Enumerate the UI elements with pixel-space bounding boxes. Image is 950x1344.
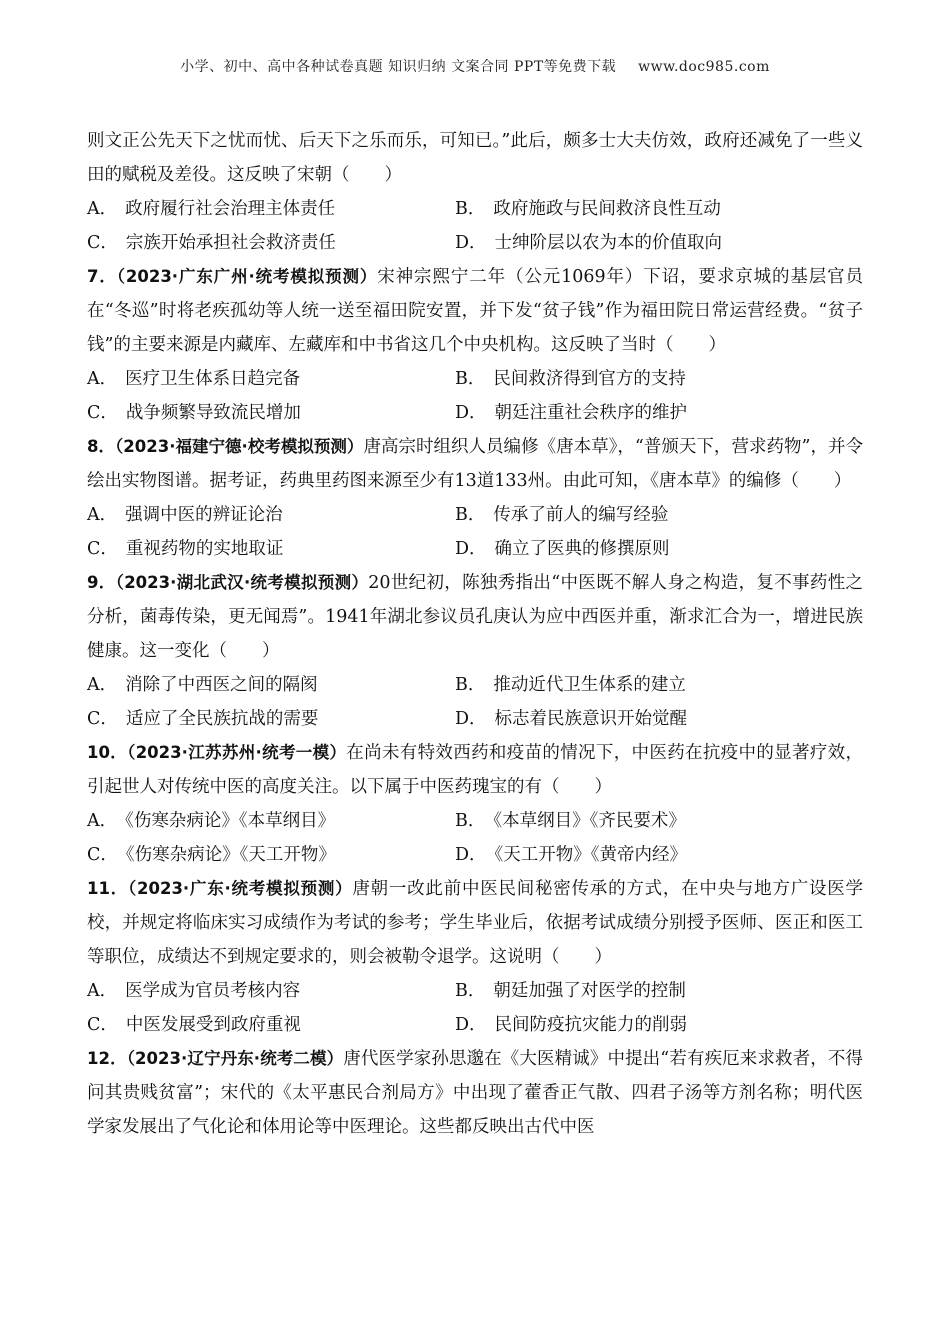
option-text: 中医发展受到政府重视: [125, 1015, 301, 1035]
option-letter: D．: [455, 403, 487, 423]
question-number: 8．: [87, 437, 116, 456]
options: [87, 362, 863, 430]
option-letter: C．: [87, 233, 118, 253]
question-block: [87, 736, 863, 872]
option-text: 《本草纲目》《齐民要术》: [493, 811, 686, 831]
option-letter: C．: [87, 539, 118, 559]
option-letter: C．: [87, 845, 118, 865]
question-heading: [87, 437, 363, 456]
option-letter: A．: [87, 811, 118, 831]
option-letter: D．: [455, 539, 487, 559]
option-text: 标志着民族意识开始觉醒: [494, 709, 688, 729]
option-letter: C．: [87, 403, 118, 423]
option-text: 《伤寒杂病论》《本草纲目》: [125, 811, 336, 831]
question-text: 在尚未有特效西药和疫苗的情况下，中医药在抗疫中的显著疗效，引起世人对传统中医的高度关注。以下属于中医药瑰宝的有（ ）: [87, 743, 863, 797]
option: [87, 226, 455, 260]
option: [455, 974, 823, 1008]
option: [87, 396, 455, 430]
question-stem: [87, 872, 863, 974]
option: [87, 498, 455, 532]
option-letter: A．: [87, 369, 118, 389]
option: [87, 668, 455, 702]
option: [87, 1008, 455, 1042]
question-stem: [87, 430, 863, 498]
option-text: 医疗卫生体系日趋完备: [125, 369, 301, 389]
question-source: （2023·广东·统考模拟预测）: [128, 879, 353, 898]
page-header: [0, 56, 950, 76]
option-letter: D．: [455, 1015, 487, 1035]
options: [87, 804, 863, 872]
question-list: [87, 260, 863, 1144]
option-letter: B．: [455, 199, 486, 219]
option: [455, 532, 823, 566]
question-stem: [87, 260, 863, 362]
option: [455, 804, 823, 838]
option-letter: B．: [455, 675, 486, 695]
option: [87, 532, 455, 566]
question-block: [87, 430, 863, 566]
question-heading: [87, 743, 346, 762]
option-text: 《伤寒杂病论》《天工开物》: [125, 845, 336, 865]
question-stem: [87, 566, 863, 668]
question-stem: [87, 1042, 863, 1144]
option-text: 政府施政与民间救济良性互动: [493, 199, 721, 219]
option-text: 宗族开始承担社会救济责任: [125, 233, 336, 253]
option: [455, 668, 823, 702]
question-heading: [87, 267, 377, 286]
continuation-text: 则文正公先天下之忧而忧、后天下之乐而乐，可知已。”此后，颇多士大夫仿效，政府还减免了一些义田的赋税及差役。这反映了宋朝（ ）: [87, 131, 863, 185]
option-text: 传承了前人的编写经验: [493, 505, 669, 525]
option-text: 消除了中西医之间的隔阂: [125, 675, 318, 695]
option: [87, 974, 455, 1008]
option-text: 朝廷注重社会秩序的维护: [494, 403, 688, 423]
option-letter: A．: [87, 675, 118, 695]
question-heading: [87, 879, 352, 898]
question-number: 11．: [87, 879, 128, 898]
question-number: 7．: [87, 267, 117, 286]
options: [87, 668, 863, 736]
option: [455, 362, 823, 396]
option-text: 战争频繁导致流民增加: [125, 403, 301, 423]
options: [87, 974, 863, 1042]
option-letter: B．: [455, 369, 486, 389]
option-text: 民间防疫抗灾能力的削弱: [494, 1015, 688, 1035]
option-text: 确立了医典的修撰原则: [494, 539, 670, 559]
question-text: 唐朝一改此前中医民间秘密传承的方式，在中央与地方广设医学校，并规定将临床实习成绩作为考试的参考；学生毕业后，依据考试成绩分别授予医师、医正和医工等职位，成绩达不到规定要求的，则会被勒令退学。这说明（ ）: [87, 879, 863, 967]
question-text: 20世纪初，陈独秀指出“中医既不解人身之构造，复不事药性之分析，菌毒传染，更无闻焉”。1941年湖北参议员孔庚认为应中西医并重，渐求汇合为一，增进民族健康。这一变化（ ）: [87, 573, 864, 661]
option-letter: D．: [455, 709, 487, 729]
option-text: 民间救济得到官方的支持: [493, 369, 686, 389]
option-text: 医学成为官员考核内容: [125, 981, 301, 1001]
header-text: 小学、初中、高中各种试卷真题 知识归纳 文案合同 PPT等免费下载: [180, 59, 617, 75]
option-letter: C．: [87, 709, 118, 729]
option-text: 士绅阶层以农为本的价值取向: [494, 233, 723, 253]
question-source: （2023·辽宁丹东·统考二模）: [126, 1049, 344, 1068]
option: [87, 838, 455, 872]
option: [455, 1008, 823, 1042]
option-letter: A．: [87, 981, 118, 1001]
question-number: 9．: [87, 573, 116, 592]
exam-content: [87, 124, 863, 1144]
question-stem: [87, 736, 863, 804]
question-number: 12．: [87, 1049, 127, 1068]
option: [87, 362, 455, 396]
continuation-options: [87, 192, 863, 260]
question-block: [87, 260, 863, 430]
option-text: 适应了全民族抗战的需要: [125, 709, 319, 729]
question-source: （2023·江苏苏州·统考一模）: [127, 743, 347, 762]
question-source: （2023·福建宁德·校考模拟预测）: [115, 437, 364, 456]
option: [455, 838, 823, 872]
option: [455, 498, 823, 532]
option: [455, 192, 823, 226]
question-heading: [87, 573, 368, 592]
option-letter: B．: [455, 981, 486, 1001]
option-letter: B．: [455, 811, 486, 831]
question-text: 唐代医学家孙思邈在《大医精诚》中提出“若有疾厄来求救者，不得问其贵贱贫富”；宋代的《太平惠民合剂局方》中出现了藿香正气散、四君子汤等方剂名称；明代医学家发展出了气化论和体用论等中医理论。这些都反映出古代中医: [87, 1049, 863, 1137]
option-text: 推动近代卫生体系的建立: [493, 675, 686, 695]
option: [87, 702, 455, 736]
option-text: 重视药物的实地取证: [125, 539, 284, 559]
question-text: 宋神宗熙宁二年（公元1069年）下诏，要求京城的基层官员在“冬巡”时将老疾孤幼等人统一送至福田院安置，并下发“贫子钱”作为福田院日常运营经费。“贫子钱”的主要来源是内藏库、左藏库和中书省这几个中央机构。这反映了当时（ ）: [87, 267, 863, 355]
option: [87, 804, 455, 838]
option-letter: D．: [455, 845, 487, 865]
option-letter: C．: [87, 1015, 118, 1035]
question-source: （2023·广东广州·统考模拟预测）: [116, 267, 378, 286]
header-url[interactable]: www.doc985.com: [638, 59, 770, 75]
question-source: （2023·湖北武汉·统考模拟预测）: [115, 573, 369, 592]
question-block: [87, 1042, 863, 1144]
option-text: 朝廷加强了对医学的控制: [493, 981, 686, 1001]
option-letter: A．: [87, 505, 118, 525]
option: [455, 226, 823, 260]
question-number: 10．: [87, 743, 128, 762]
option-letter: D．: [455, 233, 487, 253]
option: [87, 192, 455, 226]
option-text: 强调中医的辨证论治: [125, 505, 283, 525]
question-heading: [87, 1049, 343, 1068]
question-block: [87, 872, 863, 1042]
option: [455, 702, 823, 736]
question-text: 唐高宗时组织人员编修《唐本草》，“普颁天下，营求药物”，并令绘出实物图谱。据考证，药典里药图来源至少有13道133州。由此可知，《唐本草》的编修（ ）: [87, 437, 863, 491]
option-text: 政府履行社会治理主体责任: [125, 199, 336, 219]
question-block: [87, 566, 863, 736]
option: [455, 396, 823, 430]
options: [87, 498, 863, 566]
option-text: 《天工开物》《黄帝内经》: [494, 845, 688, 865]
option-letter: B．: [455, 505, 486, 525]
option-letter: A．: [87, 199, 118, 219]
